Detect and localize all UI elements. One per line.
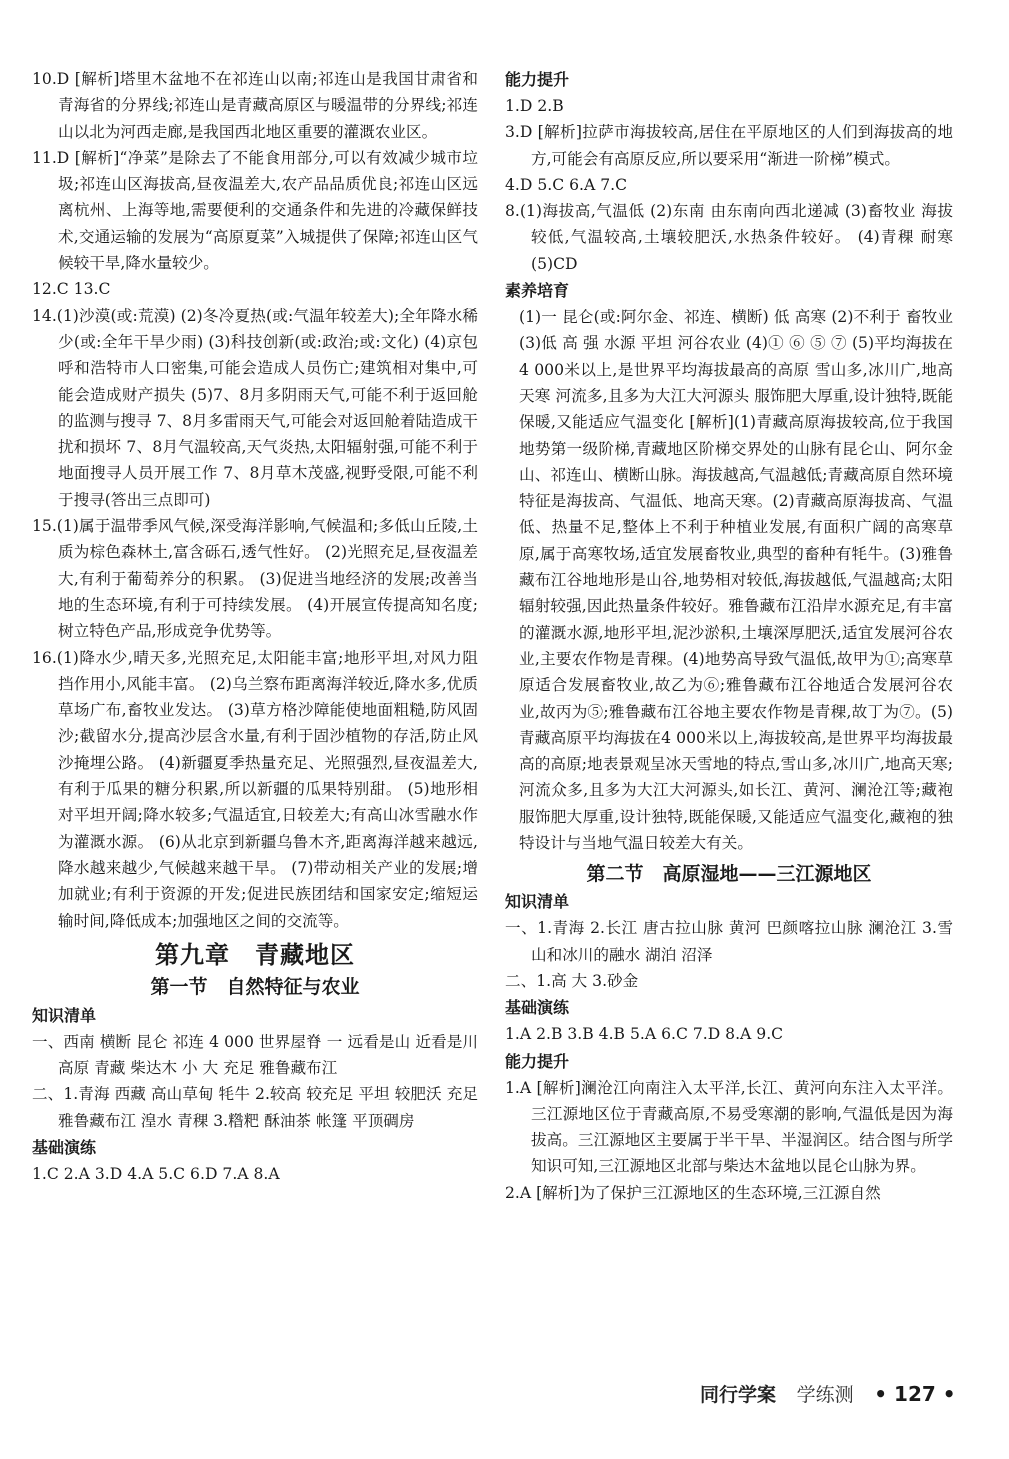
section-title-1: 第一节 自然特征与农业: [150, 975, 360, 998]
knowledge-item-2-1: 一、1.青海 2.长江 唐古拉山脉 黄河 巴颜喀拉山脉 澜沧江 3.雪山和冰川的融水 湖泊 沼泽: [505, 919, 953, 964]
answer-q11: 11.D [解析]“净菜”是除去了不能食用部分,可以有效减少城市垃圾;祁连山区海拔高,昼夜温差大,农产品品质优良;祁连山区远离杭州、上海等地,需要便利的交通条件和先进的冷藏保鲜技术,交通运输的发展为“高原夏菜”入城提供了保障;祁连山区气候较干旱,降水量较少。: [32, 148, 478, 273]
knowledge-item-1: 一、西南 横断 昆仑 祁连 4 000 世界屋脊 一 远看是山 近看是川 高原 青藏 柴达木 小 大 充足 雅鲁藏布江: [32, 1032, 478, 1078]
right-column: [505, 66, 953, 1206]
basic-answers: 1.C 2.A 3.D 4.A 5.C 6.D 7.A 8.A: [32, 1164, 280, 1183]
literacy-answer: (1)一 昆仑(或:阿尔金、祁连、横断) 低 高寒 (2)不利于 畜牧业 (3)低 高 强 水源 平坦 河谷农业 (4)① ⑥ ⑤ ⑦ (5)平均海拔在4 000米以上,是世界平均海拔最高的高原 雪山多,冰川广,地高天寒 河流多,且多为大江大河源头 服饰肥大厚重,设计独特,既能保暖,又能适应气温变化 [解析](1)青藏高原海拔较高,位于我国地势第一级阶梯,青藏地区阶梯交界处的山脉有昆仑山、阿尔金山、祁连山、横断山脉。海拔越高,气温越低;青藏高原自然环境特征是海拔高、气温低、地高天寒。(2)青藏高原海拔高、气温低、热量不足,整体上不利于种植业发展,有面积广阔的高寒草原,属于高寒牧场,适宜发展畜牧业,典型的畜种有牦牛。(3)雅鲁藏布江谷地地形是山谷,地势相对较低,海拔越低,气温越高;太阳辐射较强,因此热量条件较好。雅鲁藏布江沿岸水源充足,有丰富的灌溉水源,地形平坦,泥沙淤积,土壤深厚肥沃,适宜发展河谷农业,主要农作物是青稞。(4)地势高导致气温低,故甲为①;高寒草原适合发展畜牧业,故乙为⑥;雅鲁藏布江谷地适合发展河谷农业,故丙为⑤;雅鲁藏布江谷地主要农作物是青稞,故丁为⑦。(5)青藏高原平均海拔在4 000米以上,海拔较高,是世界平均海拔最高的高原;地表景观呈冰天雪地的特点,雪山多,冰川广,地高天寒;河流众多,且多为大江大河源头,如长江、黄河、澜沧江等;藏袍服饰肥大厚重,设计独特,既能保暖,又能适应气温变化,藏袍的独特设计与当地气温日较差大有关。: [519, 308, 953, 853]
literacy-heading: 素养培育: [505, 281, 570, 301]
answer-q16: 16.(1)降水少,晴天多,光照充足,太阳能丰富;地形平坦,对风力阻挡作用小,风能丰富。 (2)乌兰察布距离海洋较近,降水多,优质草场广布,畜牧业发达。 (3)草方格沙障能使地面粗糙,防风固沙;截留水分,提高沙层含水量,有利于固沙植物的存活,防止风沙掩埋公路。 (4)新疆夏季热量充足、光照强烈,昼夜温差大,有利于瓜果的糖分积累,所以新疆的瓜果特别甜。 (5)地形相对平坦开阔;降水较多;气温适宜,日较差大;有高山冰雪融水作为灌溉水源。 (6)从北京到新疆乌鲁木齐,距离海洋越来越远,降水越来越少,气候越来越干旱。 (7)带动相关产业的发展;增加就业;有利于资源的开发;促进民族团结和国家安定;缩短运输时间,降低成本;加强地区之间的交流等。: [32, 648, 478, 930]
answer-q10: 10.D [解析]塔里木盆地不在祁连山以南;祁连山是我国甘肃省和青海省的分界线;祁连山是青藏高原区与暖温带的分界线;祁连山以北为河西走廊,是我国西北地区重要的灌溉农业区。: [32, 70, 478, 141]
footer-subtitle: 学练测: [796, 1384, 854, 1406]
basic-heading-2: 基础演练: [505, 998, 570, 1018]
chapter-title: 第九章 青藏地区: [155, 940, 355, 969]
knowledge-item-2-2: 二、1.高 大 3.砂金: [505, 971, 639, 990]
knowledge-heading: 知识清单: [32, 1005, 97, 1025]
answer-a4-7: 4.D 5.C 6.A 7.C: [505, 175, 628, 194]
answer-b1: 1.A [解析]澜沧江向南注入太平洋,长江、黄河向东注入太平洋。三江源地区位于青藏高原,不易受寒潮的影响,气温低是因为海拔高。三江源地区主要属于半干旱、半湿润区。结合图与所学知识可知,三江源地区北部与柴达木盆地以昆仑山脉为界。: [505, 1078, 953, 1176]
page-footer: [700, 1378, 960, 1410]
answer-a8: 8.(1)海拔高,气温低 (2)东南 由东南向西北递减 (3)畜牧业 海拔较低,气温较高,土壤较肥沃,水热条件较好。 (4)青稞 耐寒 (5)CD: [505, 202, 953, 273]
basic-heading: 基础演练: [32, 1137, 97, 1157]
footer-brand: 同行学案: [700, 1384, 777, 1406]
answer-q12-13: 12.C 13.C: [32, 280, 111, 299]
answer-a3: 3.D [解析]拉萨市海拔较高,居住在平原地区的人们到海拔高的地方,可能会有高原反应,所以要采用“渐进一阶梯”模式。: [505, 123, 953, 168]
answer-q15: 15.(1)属于温带季风气候,深受海洋影响,气候温和;多低山丘陵,土质为棕色森林土,富含砾石,透气性好。 (2)光照充足,昼夜温差大,有利于葡萄养分的积累。 (3)促进当地经济的发展;改善当地的生态环境,有利于可持续发展。 (4)开展宣传提高知名度;树立特色产品,形成竞争优势等。: [32, 517, 478, 641]
page-number: • 127 •: [874, 1382, 956, 1406]
answer-b2: 2.A [解析]为了保护三江源地区的生态环境,三江源自然: [505, 1183, 881, 1202]
section-title-2: 第二节 高原湿地——三江源地区: [586, 863, 872, 886]
basic-answers-2: 1.A 2.B 3.B 4.B 5.A 6.C 7.D 8.A 9.C: [505, 1025, 784, 1044]
answer-a1-2: 1.D 2.B: [505, 97, 564, 115]
knowledge-heading-2: 知识清单: [505, 892, 570, 912]
left-column: [32, 66, 478, 1187]
ability-heading-2: 能力提升: [505, 1051, 570, 1071]
knowledge-item-2: 二、1.青海 西藏 高山草甸 牦牛 2.较高 较充足 平坦 较肥沃 充足 雅鲁藏布江 湟水 青稞 3.糌粑 酥油茶 帐篷 平顶碉房: [32, 1085, 478, 1130]
answer-q14: 14.(1)沙漠(或:荒漠) (2)冬冷夏热(或:气温年较差大);全年降水稀少(或:全年干旱少雨) (3)科技创新(或:政治;或:文化) (4)京包 呼和浩特市人口密集,可能会造成人员伤亡;建筑相对集中,可能会造成财产损失 (5)7、8月多阴雨天气,可能不利于返回舱的监测与搜寻 7、8月多雷雨天气,可能会对返回舱着陆造成干扰和损坏 7、8月气温较高,天气炎热,太阳辐射强,可能不利于地面搜寻人员开展工作 7、8月草木茂盛,视野受限,可能不利于搜寻(答出三点即可): [32, 306, 478, 509]
ability-heading: 能力提升: [505, 70, 570, 89]
